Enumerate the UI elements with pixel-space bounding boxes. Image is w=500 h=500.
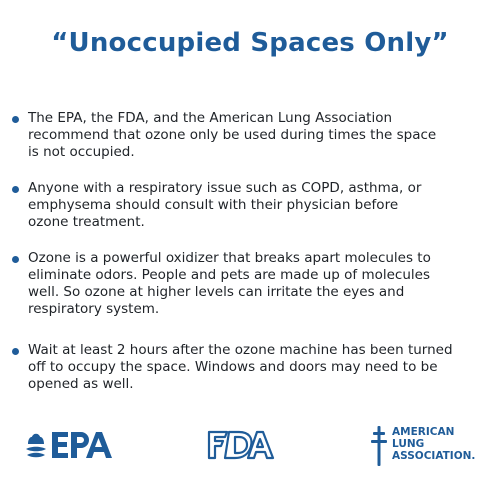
ala-logo-text: AMERICAN LUNG ASSOCIATION.: [392, 426, 476, 462]
bullet-icon: [12, 186, 19, 193]
bullet-text: The EPA, the FDA, and the American Lung Association recommend that ozone only be used during times the space is not occupied.: [28, 110, 437, 160]
page-title: “Unoccupied Spaces Only”: [51, 28, 449, 58]
list-item: [12, 110, 492, 161]
fda-logo: [205, 422, 275, 470]
bullet-icon: [12, 116, 19, 123]
lorraine-cross-icon: [370, 424, 388, 468]
fda-logo-icon: [205, 422, 275, 470]
epa-logo: [22, 422, 112, 470]
bullet-text: Ozone is a powerful oxidizer that breaks apart molecules to eliminate odors. People and pets are made up of molecules well. So ozone at higher levels can irritate the eyes and respiratory system.: [28, 250, 431, 317]
epa-logo-icon: [22, 422, 112, 470]
list-item: [12, 342, 492, 393]
bullet-text: Wait at least 2 hours after the ozone machine has been turned off to occupy the space. Windows and doors may need to be opened as well.: [28, 342, 453, 392]
american-lung-association-logo: [370, 422, 485, 470]
list-item: [12, 250, 492, 318]
bullet-icon: [12, 256, 19, 263]
logo-row: [0, 422, 500, 470]
list-item: [12, 180, 492, 231]
bullet-icon: [12, 348, 19, 355]
bullet-text: Anyone with a respiratory issue such as COPD, asthma, or emphysema should consult with their physician before ozone treatment.: [28, 180, 422, 230]
